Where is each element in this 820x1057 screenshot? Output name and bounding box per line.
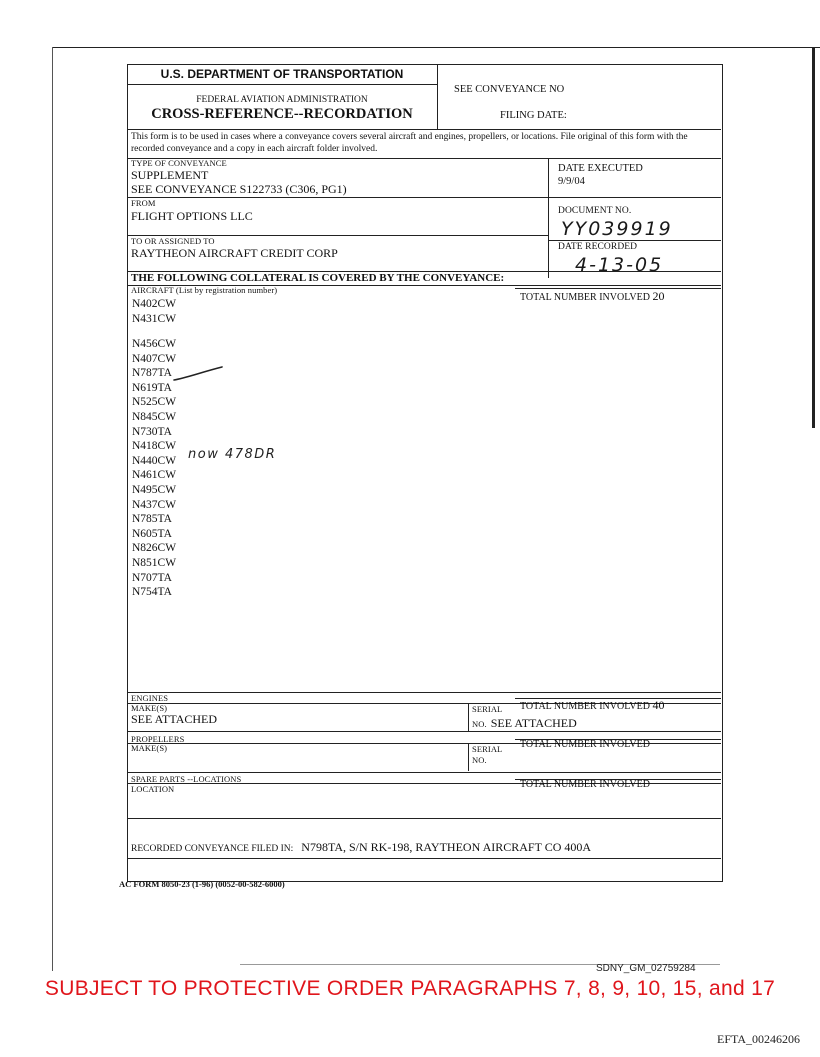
aircraft-item: N787TA <box>132 367 172 380</box>
propellers-serial-label: SERIAL <box>472 744 503 754</box>
filing-date-label: FILING DATE: <box>500 110 567 121</box>
to-value: RAYTHEON AIRCRAFT CREDIT CORP <box>131 246 338 260</box>
propellers-makes-label: MAKE(S) <box>131 743 168 753</box>
page-edge-left <box>52 47 53 971</box>
see-conveyance-label: SEE CONVEYANCE NO <box>454 84 565 95</box>
engines-total-value: 40 <box>652 698 665 712</box>
spare-parts-top-line <box>127 772 721 773</box>
handwritten-note: now 478DR <box>188 447 277 462</box>
efta-number: EFTA_00246206 <box>717 1032 801 1046</box>
engines-top-line <box>127 692 721 693</box>
aircraft-total-label: TOTAL NUMBER INVOLVED <box>520 292 650 303</box>
spare-parts-total-label: TOTAL NUMBER INVOLVED <box>520 779 650 790</box>
conveyance-reference-value: SEE CONVEYANCE S122733 (C306, PG1) <box>131 182 347 196</box>
aircraft-item: N730TA <box>132 425 172 438</box>
from-value: FLIGHT OPTIONS LLC <box>131 209 253 223</box>
checkmark-annotation <box>172 366 224 384</box>
aircraft-item: N851CW <box>132 556 177 569</box>
aircraft-item: N437CW <box>132 498 177 511</box>
header-bottom-line <box>127 129 721 130</box>
engines-serial-label: SERIAL <box>472 704 503 714</box>
aircraft-item: N785TA <box>132 513 172 526</box>
aircraft-item: N845CW <box>132 410 177 423</box>
form-number: AC FORM 8050-23 (1-96) (0052-00-582-6000) <box>119 879 285 889</box>
engines-label: ENGINES <box>131 693 169 703</box>
date-recorded-handwritten: 4-13-05 <box>575 254 664 276</box>
page-edge-right <box>812 48 815 428</box>
collateral-heading: THE FOLLOWING COLLATERAL IS COVERED BY THE CONVEYANCE: <box>131 272 505 284</box>
protective-order-notice: SUBJECT TO PROTECTIVE ORDER PARAGRAPHS 7, 8, 9, 10, 15, and 17 <box>44 977 776 1000</box>
document-no-handwritten: YY039919 <box>561 218 673 240</box>
propellers-serial-no-label: NO. <box>472 755 487 765</box>
aircraft-item: N431CW <box>132 312 177 325</box>
engines-makes-value: SEE ATTACHED <box>131 712 218 726</box>
date-executed-label: DATE EXECUTED <box>558 163 643 174</box>
department-name: U.S. DEPARTMENT OF TRANSPORTATION <box>160 67 404 81</box>
engines-total-label: TOTAL NUMBER INVOLVED <box>520 701 650 712</box>
recorded-top-line <box>127 818 721 819</box>
aircraft-item: N707TA <box>132 571 172 584</box>
document-no-label: DOCUMENT NO. <box>558 206 632 216</box>
location-label: LOCATION <box>131 784 175 794</box>
date-recorded-label: DATE RECORDED <box>558 242 638 252</box>
aircraft-item: N525CW <box>132 396 177 409</box>
aircraft-item: N407CW <box>132 352 177 365</box>
aircraft-item: N605TA <box>132 527 172 540</box>
propellers-top-line <box>127 731 721 732</box>
aircraft-item: N440CW <box>132 454 177 467</box>
header-divider <box>437 64 438 129</box>
aircraft-item: N495CW <box>132 483 177 496</box>
propellers-divider <box>468 743 469 771</box>
recorded-row <box>131 838 591 856</box>
agency-name: FEDERAL AVIATION ADMINISTRATION <box>196 95 368 105</box>
recorded-value: N798TA, S/N RK-198, RAYTHEON AIRCRAFT CO 400A <box>301 840 592 854</box>
spare-parts-label: SPARE PARTS --LOCATIONS <box>131 774 242 784</box>
page-edge-top <box>52 47 820 48</box>
dept-underline <box>127 84 437 85</box>
type-of-conveyance-label: TYPE OF CONVEYANCE <box>131 158 227 168</box>
date-executed-value: 9/9/04 <box>558 176 585 187</box>
recorded-bottom-line <box>127 858 721 859</box>
aircraft-total-value: 20 <box>652 289 665 303</box>
engines-serial-row <box>472 714 577 732</box>
conveyance-divider <box>548 158 549 278</box>
engines-serial-no-label: NO. <box>472 719 487 729</box>
engines-serial-value: SEE ATTACHED <box>490 716 577 730</box>
form-title: CROSS-REFERENCE--RECORDATION <box>151 106 413 122</box>
aircraft-list-group2 <box>132 337 176 600</box>
aircraft-list-group1 <box>132 297 176 326</box>
aircraft-item: N456CW <box>132 338 177 350</box>
aircraft-item: N461CW <box>132 469 177 482</box>
to-top-line-right <box>548 240 721 241</box>
from-top-line <box>127 197 721 198</box>
aircraft-total-underline <box>515 288 721 289</box>
bates-number: SDNY_GM_02759284 <box>596 963 696 974</box>
aircraft-item: N418CW <box>132 440 177 453</box>
engines-makes-label: MAKE(S) <box>131 703 168 713</box>
instructions-text: This form is to be used in cases where a conveyance covers several aircraft and engines, propellers, or locations. File original of this form with the recorded conveyance and a copy in each aircraft folder involved. <box>131 132 688 154</box>
recorded-label: RECORDED CONVEYANCE FILED IN: <box>131 844 294 854</box>
propellers-label: PROPELLERS <box>131 734 185 744</box>
to-label: TO OR ASSIGNED TO <box>131 236 215 246</box>
engines-divider <box>468 703 469 731</box>
aircraft-item: N402CW <box>132 298 177 310</box>
aircraft-total <box>520 289 664 304</box>
engines-total <box>520 698 664 713</box>
aircraft-item: N619TA <box>132 381 172 394</box>
aircraft-item: N826CW <box>132 542 177 555</box>
aircraft-item: N754TA <box>132 586 172 599</box>
propellers-total-label: TOTAL NUMBER INVOLVED <box>520 739 650 750</box>
from-label: FROM <box>131 198 156 208</box>
conveyance-type-value: SUPPLEMENT <box>131 168 209 182</box>
aircraft-label: AIRCRAFT (List by registration number) <box>131 285 278 295</box>
